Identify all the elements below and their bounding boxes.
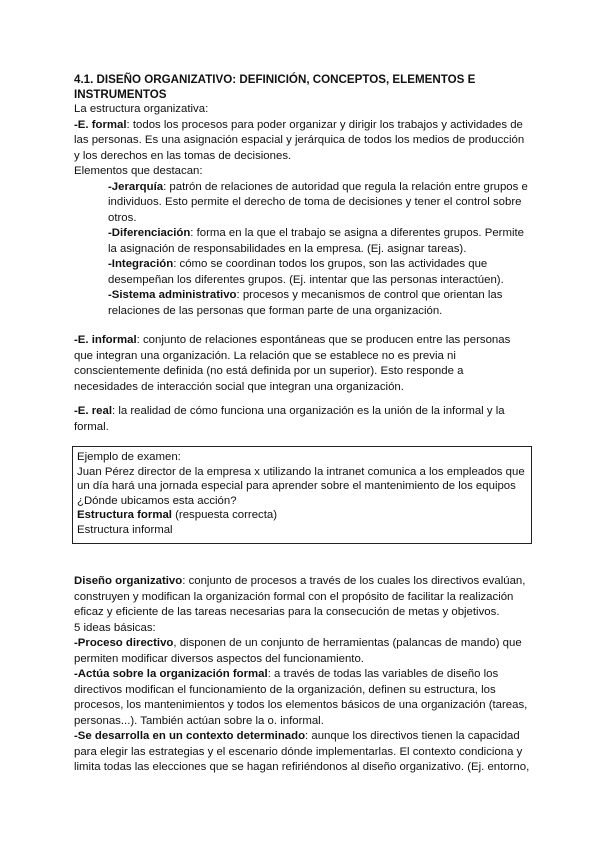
element-item: -Sistema administrativo: procesos y mecanismos de control que orientan las relaciones de las personas que forman parte de una organización.	[108, 289, 503, 317]
design-paragraph: Diseño organizativo: conjunto de procesos a través de los cuales los directivos evalúan, construyen y modifican la organización formal con el propósito de facilitar la realización eficaz y eficiente de las tareas necesarias para la consecución de metas y objetivos.	[74, 575, 526, 618]
element-item: -Jerarquía: patrón de relaciones de autoridad que regula la relación entre grupos e individuos. Esto permite el derecho de toma de decisiones y tener el control sobre otros.	[108, 180, 528, 224]
idea-item: -Se desarrolla en un contexto determinado: aunque los directivos tienen la capacidad para elegir las estrategias y el escenario dónde implementarlas. El contexto condiciona y limita todas las elecciones que se hagan refiriéndonos al diseño organizativo. (Ej. entorno,	[74, 730, 530, 773]
formal-paragraph: -E. formal: todos los procesos para poder organizar y dirigir los trabajos y actividades de las personas. Es una asignación espacial y jerárquica de todos los medios de producción y los derechos en las tomas de decisiones.	[74, 118, 525, 162]
exam-example-box	[72, 446, 532, 544]
intro-text: La estructura organizativa:	[74, 103, 209, 115]
idea-item: -Actúa sobre la organización formal: a través de todas las variables de diseño los directivos modifican el funcionamiento de la organización, definen su estructura, los procesos, los mantenimientos y todos los elementos básicos de una organización (tareas, personas...). También actúan sobre la o. informal.	[74, 668, 528, 727]
example-heading: Ejemplo de examen:	[77, 451, 181, 463]
element-item: -Integración: cómo se coordinan todos los grupos, son las actividades que desempeñan los diferentes grupos. (Ej. intentar que las personas interactúen).	[108, 258, 504, 286]
element-item: -Diferenciación: forma en la que el trabajo se asigna a diferentes grupos. Permite la asignación de responsabilidades en la empresa. (Ej. asignar tareas).	[108, 227, 524, 255]
section-title: 4.1. DISEÑO ORGANIZATIVO: DEFINICIÓN, CONCEPTOS, ELEMENTOS E INSTRUMENTOS	[74, 73, 476, 101]
informal-paragraph: -E. informal: conjunto de relaciones espontáneas que se producen entre las personas que integran una organización. La relación que se establece no es previa ni conscientemente definida (no está definida por un superior). Esto responde a necesidades de interacción social que integran una organización.	[74, 334, 511, 393]
idea-item: -Proceso directivo, disponen de un conjunto de herramientas (palancas de mando) que permiten modificar diversos aspectos del funcionamiento.	[74, 637, 522, 665]
real-paragraph: -E. real: la realidad de cómo funciona una organización es la unión de la informal y la formal.	[74, 405, 505, 433]
example-option: Estructura informal	[77, 523, 173, 536]
term: -E. formal	[74, 118, 127, 131]
document-page	[74, 72, 530, 776]
example-answer: Estructura formal (respuesta correcta)	[77, 509, 278, 521]
ideas-intro: 5 ideas básicas:	[74, 621, 156, 634]
example-question: Juan Pérez director de la empresa x utilizando la intranet comunica a los empleados que un día hará una jornada especial para aprender sobre el mantenimiento de los equipos ¿Dónde ubicamos esta acción?	[77, 465, 525, 507]
elements-intro: Elementos que destacan:	[74, 165, 203, 177]
